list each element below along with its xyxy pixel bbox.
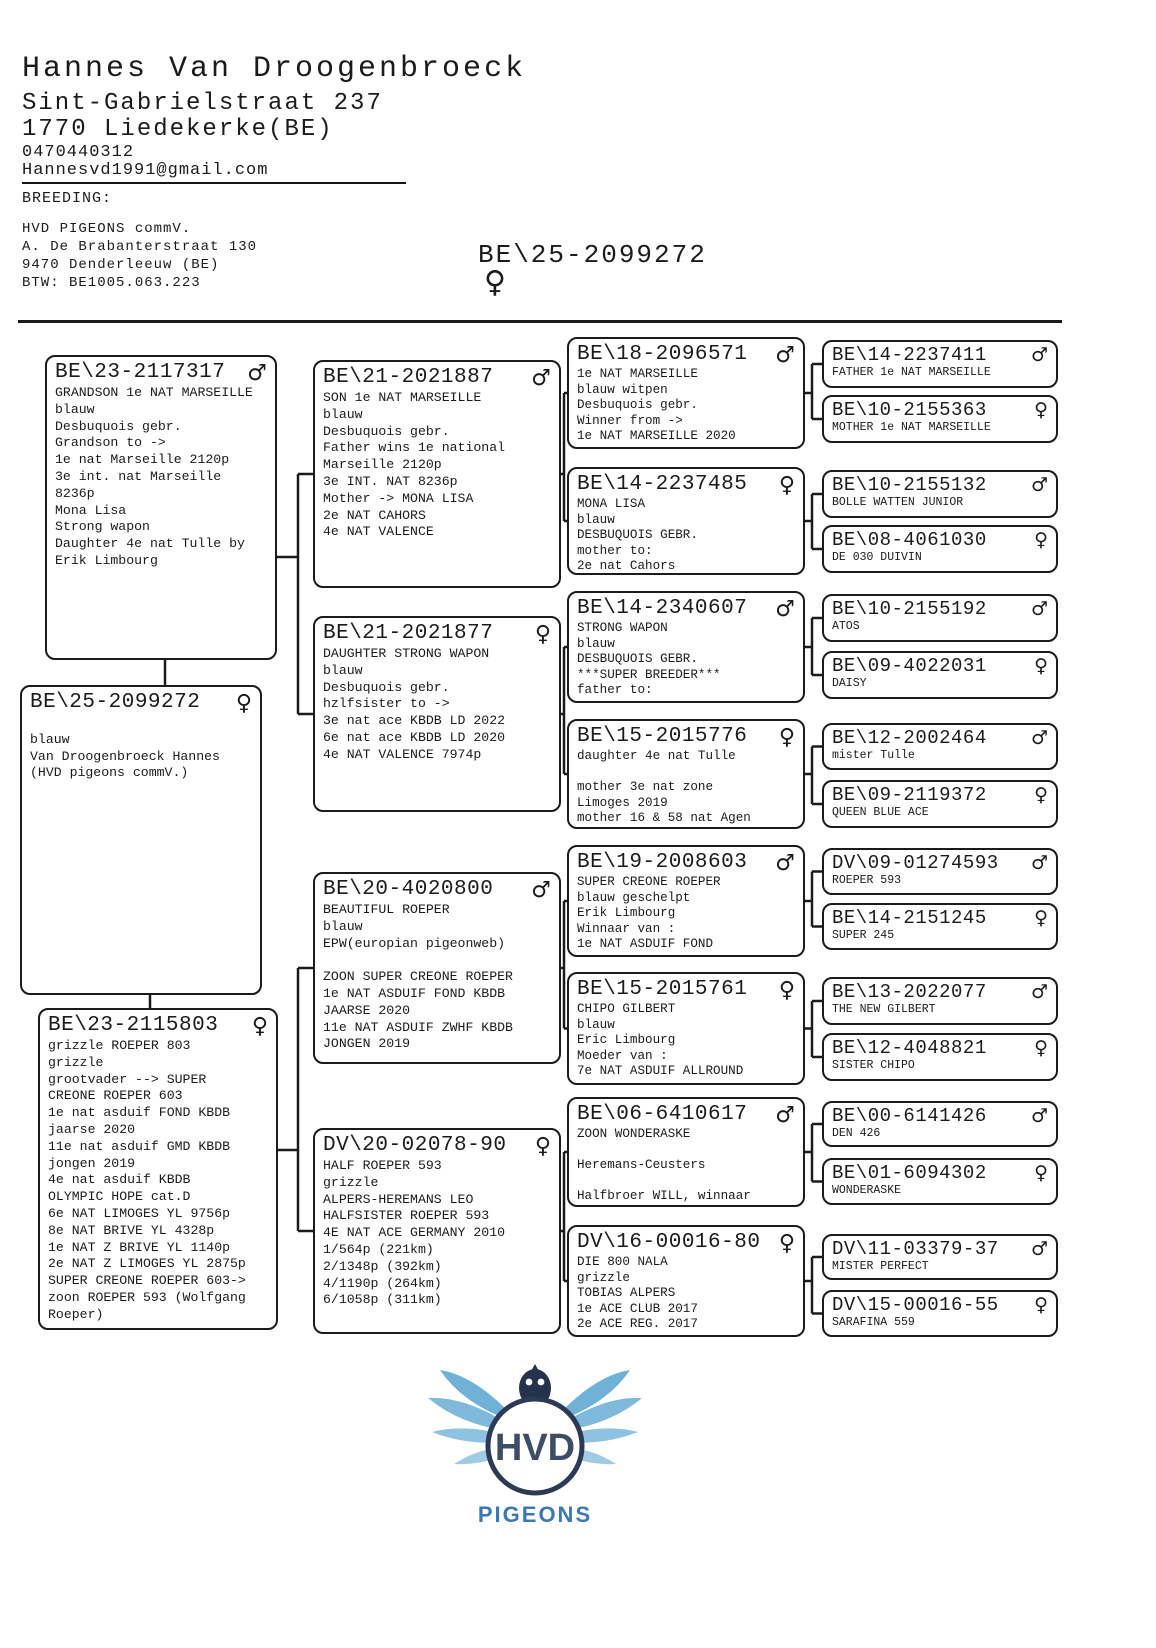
pedigree-line: ZOON SUPER CREONE ROEPER	[323, 969, 513, 985]
company-name: HVD PIGEONS commV.	[22, 221, 192, 237]
pigeon-name: DEN 426	[832, 1127, 881, 1140]
header-underline	[22, 182, 406, 184]
pedigree-line: 1e NAT MARSEILLE	[577, 367, 698, 381]
pedigree-box	[822, 395, 1058, 443]
pedigree-line	[577, 1143, 795, 1159]
section-divider	[18, 320, 1062, 323]
pedigree-line: BEAUTIFUL ROEPER	[323, 902, 450, 917]
pedigree-line: Erik Limbourg	[55, 552, 158, 568]
pigeon-name: ROEPER 593	[832, 874, 902, 887]
owner-name: Hannes Van Droogenbroeck	[22, 52, 527, 86]
female-icon: ♀	[235, 691, 252, 716]
male-icon: ♂	[1030, 852, 1048, 874]
pedigree-line: 4e nat asduif KBDB	[48, 1172, 191, 1188]
ring-row	[323, 1134, 551, 1158]
pedigree-box	[822, 470, 1058, 518]
pedigree-box	[822, 651, 1058, 699]
ring-row	[323, 366, 551, 390]
pedigree-line: 2e NAT Z LIMOGES YL 2875p	[48, 1256, 246, 1272]
ring-number: BE\13-2022077	[832, 981, 987, 1003]
ring-row	[832, 529, 1048, 551]
pedigree-line: grizzle	[323, 1174, 379, 1190]
pedigree-line: blauw witpen	[577, 382, 668, 397]
pedigree-box	[567, 845, 805, 957]
owner-email: Hannesvd1991@gmail.com	[22, 161, 269, 180]
pedigree-line: (HVD pigeons commV.)	[30, 765, 189, 781]
ring-row	[832, 344, 1048, 366]
male-icon: ♂	[1030, 474, 1048, 496]
female-icon: ♀	[534, 622, 551, 647]
ring-row	[832, 399, 1048, 421]
pedigree-box	[822, 848, 1058, 895]
pedigree-line: ***SUPER BREEDER***	[577, 667, 721, 682]
pedigree-line: Mother -> MONA LISA	[323, 490, 474, 506]
ring-number: BE\09-2119372	[832, 784, 987, 806]
ring-number: BE\14-2151245	[832, 907, 987, 929]
pigeon-name: SUPER 245	[832, 929, 895, 942]
pedigree-box	[313, 872, 561, 1064]
pedigree-line: 1e NAT ASDUIF FOND	[577, 937, 714, 952]
pedigree-box	[822, 903, 1058, 950]
ring-number: BE\20-4020800	[323, 878, 494, 901]
ring-number: BE\10-2155192	[832, 598, 987, 620]
pedigree-line: 8236p	[55, 485, 95, 501]
pedigree-line: 6e NAT LIMOGES YL 9756p	[48, 1205, 231, 1221]
pedigree-line: daughter 4e nat Tulle	[577, 749, 736, 763]
pedigree-line: mother to:	[577, 543, 653, 558]
male-icon: ♂	[775, 343, 795, 368]
ring-row	[577, 1103, 795, 1127]
ring-number: BE\21-2021887	[323, 366, 494, 389]
owner-phone: 0470440312	[22, 143, 135, 162]
pedigree-line: Desbuquois gebr.	[323, 423, 450, 439]
pedigree-line: Eric Limbourg	[577, 1033, 676, 1048]
male-icon: ♂	[247, 361, 267, 386]
male-icon: ♂	[1030, 1238, 1048, 1260]
pedigree-line: 4e NAT VALENCE 7974p	[323, 746, 482, 762]
pedigree-line: 1e nat asduif FOND KBDB	[48, 1105, 231, 1121]
pedigree-line: blauw	[30, 731, 70, 747]
pedigree-line: ALPERS-HEREMANS LEO	[323, 1191, 474, 1207]
pedigree-line: JAARSE 2020	[323, 1002, 411, 1018]
ring-row	[832, 907, 1048, 929]
pedigree-box-mother	[38, 1008, 278, 1330]
male-icon: ♂	[1030, 598, 1048, 620]
pedigree-line: 7e NAT ASDUIF ALLROUND	[577, 1064, 744, 1079]
pigeon-name: SISTER CHIPO	[832, 1059, 915, 1072]
pedigree-line: DESBUQUOIS GEBR.	[577, 528, 698, 543]
ring-row	[832, 598, 1048, 620]
pigeon-name: ATOS	[832, 620, 860, 633]
pedigree-line: Halfbroer WILL, winnaar	[577, 1189, 751, 1204]
ring-number: BE\23-2115803	[48, 1014, 219, 1037]
ring-number: BE\09-4022031	[832, 655, 987, 677]
pedigree-line: HALF ROEPER 593	[323, 1158, 442, 1173]
pedigree-line: 1e nat Marseille 2120p	[55, 452, 230, 468]
pigeon-name: BOLLE WATTEN JUNIOR	[832, 496, 964, 509]
ring-number: BE\21-2021877	[323, 622, 494, 645]
female-icon: ♀	[1034, 655, 1048, 677]
ring-number: BE\14-2340607	[577, 597, 748, 620]
pedigree-line: 2/1348p (392km)	[323, 1258, 442, 1274]
pedigree-line: Father wins 1e national	[323, 440, 506, 456]
pedigree-line: CHIPO GILBERT	[577, 1002, 676, 1016]
female-icon: ♀	[484, 265, 506, 300]
pedigree-line: Strong wapon	[55, 519, 150, 535]
pedigree-line: 1e NAT Z BRIVE YL 1140p	[48, 1239, 231, 1255]
pedigree-line	[323, 952, 551, 969]
ring-number: BE\06-6410617	[577, 1103, 748, 1126]
pedigree-box	[822, 1290, 1058, 1337]
pedigree-line	[577, 1174, 795, 1190]
ring-number: BE\15-2015776	[577, 725, 748, 748]
male-icon: ♂	[531, 878, 551, 903]
pigeon-name: QUEEN BLUE ACE	[832, 806, 929, 819]
ring-row	[832, 474, 1048, 496]
pedigree-box	[822, 594, 1058, 642]
pedigree-line: MONA LISA	[577, 497, 646, 511]
female-icon: ♀	[778, 978, 795, 1003]
owner-street: Sint-Gabrielstraat 237	[22, 90, 383, 117]
pedigree-line: hzlfsister to ->	[323, 696, 450, 712]
pedigree-line: 8e NAT BRIVE YL 4328p	[48, 1222, 215, 1238]
ring-number: DV\15-00016-55	[832, 1294, 999, 1316]
pedigree-line: 6e nat ace KBDB LD 2020	[323, 729, 506, 745]
hvd-pigeons-logo	[420, 1336, 650, 1556]
pedigree-line: grizzle	[48, 1054, 104, 1070]
female-icon: ♀	[778, 473, 795, 498]
pedigree-line: Erik Limbourg	[577, 906, 676, 921]
pedigree-box	[313, 360, 561, 588]
pedigree-line: Desbuquois gebr.	[577, 398, 698, 413]
pedigree-box	[567, 337, 805, 449]
pedigree-line: Mona Lisa	[55, 502, 127, 518]
pedigree-line: 4E NAT ACE GERMANY 2010	[323, 1225, 506, 1241]
pedigree-line: OLYMPIC HOPE cat.D	[48, 1189, 191, 1205]
ring-row	[323, 878, 551, 902]
pigeon-name: MISTER PERFECT	[832, 1260, 929, 1273]
pedigree-line: 2e ACE REG. 2017	[577, 1317, 698, 1332]
ring-row	[832, 1105, 1048, 1127]
pedigree-box	[567, 1225, 805, 1337]
ring-row	[48, 1014, 268, 1038]
pedigree-line: 2e NAT CAHORS	[323, 507, 426, 523]
pedigree-box	[822, 723, 1058, 770]
pedigree-line: blauw	[577, 1017, 615, 1032]
pedigree-line: 1/564p (221km)	[323, 1241, 434, 1257]
pigeon-name: WONDERASKE	[832, 1184, 902, 1197]
female-icon: ♀	[778, 725, 795, 750]
pedigree-line: grizzle	[577, 1270, 630, 1285]
ring-row	[30, 691, 252, 715]
male-icon: ♂	[1030, 1105, 1048, 1127]
pedigree-line: Desbuquois gebr.	[55, 418, 182, 434]
ring-row	[832, 1294, 1048, 1316]
ring-row	[577, 725, 795, 749]
pedigree-box	[822, 340, 1058, 388]
female-icon: ♀	[534, 1134, 551, 1159]
ring-row	[577, 978, 795, 1002]
pedigree-line: Marseille 2120p	[323, 457, 442, 473]
pedigree-line: DESBUQUOIS GEBR.	[577, 652, 698, 667]
pedigree-line: Roeper)	[48, 1306, 104, 1322]
pedigree-line: STRONG WAPON	[577, 621, 668, 635]
pedigree-line: zoon ROEPER 593 (Wolfgang	[48, 1289, 246, 1305]
company-vat: BTW: BE1005.063.223	[22, 275, 201, 291]
female-icon: ♀	[1034, 907, 1048, 929]
pedigree-line: 4e NAT VALENCE	[323, 524, 434, 540]
ring-number: BE\01-6094302	[832, 1162, 987, 1184]
breeding-label: BREEDING:	[22, 190, 113, 207]
pedigree-box-father	[45, 355, 277, 660]
pedigree-line: mother 3e nat zone	[577, 780, 714, 795]
ring-number: DV\16-00016-80	[577, 1231, 761, 1254]
pedigree-line: father to:	[577, 683, 653, 698]
pedigree-line: Van Droogenbroeck Hannes	[30, 748, 220, 764]
female-icon: ♀	[1034, 1037, 1048, 1059]
male-icon: ♂	[775, 597, 795, 622]
ring-row	[832, 655, 1048, 677]
female-icon: ♀	[1034, 529, 1048, 551]
pedigree-line	[30, 715, 252, 732]
pedigree-line: blauw	[577, 636, 615, 651]
ring-row	[832, 727, 1048, 749]
ring-number: BE\10-2155132	[832, 474, 987, 496]
pedigree-line: grizzle ROEPER 803	[48, 1038, 191, 1053]
female-icon: ♀	[1034, 784, 1048, 806]
female-icon: ♀	[1034, 1162, 1048, 1184]
ring-row	[577, 343, 795, 367]
pedigree-line: grootvader --> SUPER	[48, 1071, 207, 1087]
ring-row	[832, 852, 1048, 874]
ring-row	[577, 473, 795, 497]
pedigree-line: 11e nat asduif GMD KBDB	[48, 1138, 231, 1154]
ring-number: BE\00-6141426	[832, 1105, 987, 1127]
ring-row	[577, 1231, 795, 1255]
pedigree-line: Daughter 4e nat Tulle by	[55, 536, 245, 552]
male-icon: ♂	[531, 366, 551, 391]
pigeon-name: DE 030 DUIVIN	[832, 551, 922, 564]
logo-subtext: PIGEONS	[477, 1502, 593, 1527]
ring-number: BE\14-2237485	[577, 473, 748, 496]
pedigree-line: blauw	[55, 401, 95, 417]
pedigree-box	[313, 616, 561, 812]
pedigree-line: blauw	[323, 662, 363, 678]
female-icon: ♀	[1034, 399, 1048, 421]
pedigree-line: Moeder van :	[577, 1048, 668, 1063]
ring-number: DV\11-03379-37	[832, 1238, 999, 1260]
pedigree-line: 2e nat Cahors	[577, 559, 676, 574]
pedigree-line: Winner from ->	[577, 413, 683, 428]
pedigree-line: HALFSISTER ROEPER 593	[323, 1208, 490, 1224]
pedigree-line: 1e NAT ASDUIF FOND KBDB	[323, 985, 506, 1001]
pedigree-line	[577, 765, 795, 781]
ring-number: BE\14-2237411	[832, 344, 987, 366]
male-icon: ♂	[1030, 981, 1048, 1003]
pedigree-box	[567, 1097, 805, 1207]
ring-number: BE\19-2008603	[577, 851, 748, 874]
company-street: A. De Brabanterstraat 130	[22, 239, 258, 255]
pedigree-line: jaarse 2020	[48, 1121, 136, 1137]
pigeon-name: mister Tulle	[832, 749, 915, 762]
pedigree-box	[567, 591, 805, 703]
ring-number: BE\10-2155363	[832, 399, 987, 421]
pedigree-box	[822, 1158, 1058, 1205]
pedigree-line: TOBIAS ALPERS	[577, 1286, 676, 1301]
pigeon-name: SARAFINA 559	[832, 1316, 915, 1329]
pedigree-line: 11e NAT ASDUIF ZWHF KBDB	[323, 1019, 513, 1035]
pedigree-line: SUPER CREONE ROEPER 603->	[48, 1273, 246, 1289]
pedigree-line: 1e NAT MARSEILLE 2020	[577, 429, 736, 444]
ring-row	[55, 361, 267, 385]
pedigree-box-subject	[20, 685, 262, 995]
pedigree-line: 4/1190p (264km)	[323, 1275, 442, 1291]
ring-number: BE\25-2099272	[30, 691, 201, 714]
pedigree-line: 1e ACE CLUB 2017	[577, 1301, 698, 1316]
male-icon: ♂	[1030, 727, 1048, 749]
pedigree-line: EPW(europian pigeonweb)	[323, 935, 506, 951]
ring-number: DV\20-02078-90	[323, 1134, 507, 1157]
pedigree-line: blauw	[323, 406, 363, 422]
ring-row	[577, 851, 795, 875]
pedigree-box	[567, 972, 805, 1085]
pedigree-line: 3e int. nat Marseille	[55, 468, 222, 484]
pedigree-box	[567, 467, 805, 575]
pedigree-box	[822, 1033, 1058, 1081]
pedigree-line: CREONE ROEPER 603	[48, 1088, 183, 1104]
ring-row	[323, 622, 551, 646]
pedigree-line: DAUGHTER STRONG WAPON	[323, 646, 490, 661]
pedigree-line: Grandson to ->	[55, 435, 166, 451]
ring-number: BE\12-4048821	[832, 1037, 987, 1059]
male-icon: ♂	[775, 1103, 795, 1128]
pedigree-line: 3e nat ace KBDB LD 2022	[323, 713, 506, 729]
pedigree-box	[822, 1234, 1058, 1280]
pedigree-line: blauw	[577, 512, 615, 527]
female-icon: ♀	[778, 1231, 795, 1256]
pigeon-name: THE NEW GILBERT	[832, 1003, 936, 1016]
pedigree-line: GRANDSON 1e NAT MARSEILLE	[55, 385, 253, 400]
pedigree-box	[822, 1101, 1058, 1147]
pedigree-line: blauw	[323, 918, 363, 934]
pedigree-box	[822, 780, 1058, 828]
company-city: 9470 Denderleeuw (BE)	[22, 257, 220, 273]
pedigree-line: jongen 2019	[48, 1155, 136, 1171]
ring-number: BE\23-2117317	[55, 361, 226, 384]
pedigree-line: Winnaar van :	[577, 921, 676, 936]
ring-number: BE\18-2096571	[577, 343, 748, 366]
ring-row	[832, 784, 1048, 806]
male-icon: ♂	[1030, 344, 1048, 366]
pedigree-box	[313, 1128, 561, 1334]
ring-number: BE\08-4061030	[832, 529, 987, 551]
pedigree-box	[822, 525, 1058, 573]
pedigree-box	[822, 977, 1058, 1025]
pigeon-name: FATHER 1e NAT MARSEILLE	[832, 366, 991, 379]
owner-city: 1770 Liedekerke(BE)	[22, 116, 334, 143]
pedigree-box	[567, 719, 805, 829]
pigeon-name: MOTHER 1e NAT MARSEILLE	[832, 421, 991, 434]
ring-row	[832, 1162, 1048, 1184]
pedigree-line: SUPER CREONE ROEPER	[577, 875, 721, 889]
subject-ring-number: BE\25-2099272	[478, 240, 707, 270]
female-icon: ♀	[1034, 1294, 1048, 1316]
pedigree-line: ZOON WONDERASKE	[577, 1127, 691, 1141]
female-icon: ♀	[251, 1014, 268, 1039]
pigeon-name: DAISY	[832, 677, 867, 690]
male-icon: ♂	[775, 851, 795, 876]
pedigree-line: blauw geschelpt	[577, 890, 691, 905]
pedigree-line: JONGEN 2019	[323, 1036, 411, 1052]
pedigree-line: DIE 800 NALA	[577, 1255, 668, 1269]
ring-row	[832, 1037, 1048, 1059]
ring-number: BE\12-2002464	[832, 727, 987, 749]
ring-number: BE\15-2015761	[577, 978, 748, 1001]
pedigree-line: 6/1058p (311km)	[323, 1292, 442, 1308]
logo-text: HVD	[494, 1427, 576, 1469]
ring-row	[577, 597, 795, 621]
pedigree-line: mother 16 & 58 nat Agen	[577, 811, 751, 826]
pedigree-line: SON 1e NAT MARSEILLE	[323, 390, 482, 405]
ring-row	[832, 981, 1048, 1003]
ring-number: DV\09-01274593	[832, 852, 999, 874]
ring-row	[832, 1238, 1048, 1260]
pedigree-line: Limoges 2019	[577, 795, 668, 810]
pedigree-line: 3e INT. NAT 8236p	[323, 473, 458, 489]
pedigree-line: Desbuquois gebr.	[323, 679, 450, 695]
pedigree-line: Heremans-Ceusters	[577, 1158, 706, 1173]
